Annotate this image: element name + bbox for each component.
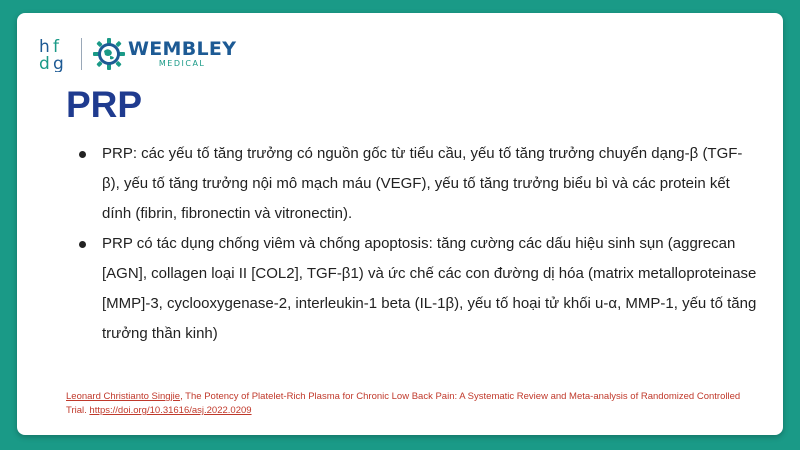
reference-text: , The Potency of Platelet-Rich Plasma for Chronic Low Back Pain: A Systematic Review and Meta-analysis of Randomized Controlled Trial.: [66, 391, 741, 416]
partner-sub: MEDICAL: [158, 59, 206, 68]
bullet-item: [79, 139, 759, 229]
slide-card: [17, 13, 783, 435]
wembley-wordmark: [128, 40, 236, 68]
hfdg-logo-icon: [37, 36, 73, 72]
bullet-list: [79, 139, 759, 349]
logo-row: [37, 36, 236, 72]
svg-text:h: h: [39, 37, 50, 57]
logo-divider: [81, 38, 82, 70]
slide-title: PRP: [66, 84, 143, 125]
reference-doi-link[interactable]: https://doi.org/10.31616/asj.2022.0209: [89, 405, 252, 416]
reference-author-link[interactable]: Leonard Christianto Singjie: [66, 391, 181, 402]
wembley-logo: [92, 37, 236, 71]
svg-text:g: g: [53, 54, 64, 72]
svg-text:d: d: [39, 54, 50, 72]
reference-citation: [66, 390, 746, 418]
partner-name: WEMBLEY: [128, 38, 237, 60]
bullet-dot-icon: [79, 241, 86, 248]
gear-globe-icon: [92, 37, 126, 71]
bullet-dot-icon: [79, 151, 86, 158]
bullet-text: PRP có tác dụng chống viêm và chống apoptosis: tăng cường các dấu hiệu sinh sụn (aggrecan [AGN], collagen loại II [COL2], TGF-β1) và ức chế các con đường dị hóa (matrix metalloproteinase [MMP]-3, cyclooxygenase-2, interleukin-1 beta (IL-1β), yếu tố hoại tử khối u-α, MMP-1, yếu tố tăng trưởng thần kinh): [102, 235, 757, 342]
svg-text:f: f: [53, 37, 59, 57]
bullet-text: PRP: các yếu tố tăng trưởng có nguồn gốc từ tiểu cầu, yếu tố tăng trưởng chuyển dạng-β (TGF-β), yếu tố tăng trưởng nội mô mạch máu (VEGF), yếu tố tăng trưởng biểu bì và các protein kết dính (fibrin, fibronectin và vitronectin).: [102, 145, 743, 222]
bullet-item: [79, 229, 759, 349]
